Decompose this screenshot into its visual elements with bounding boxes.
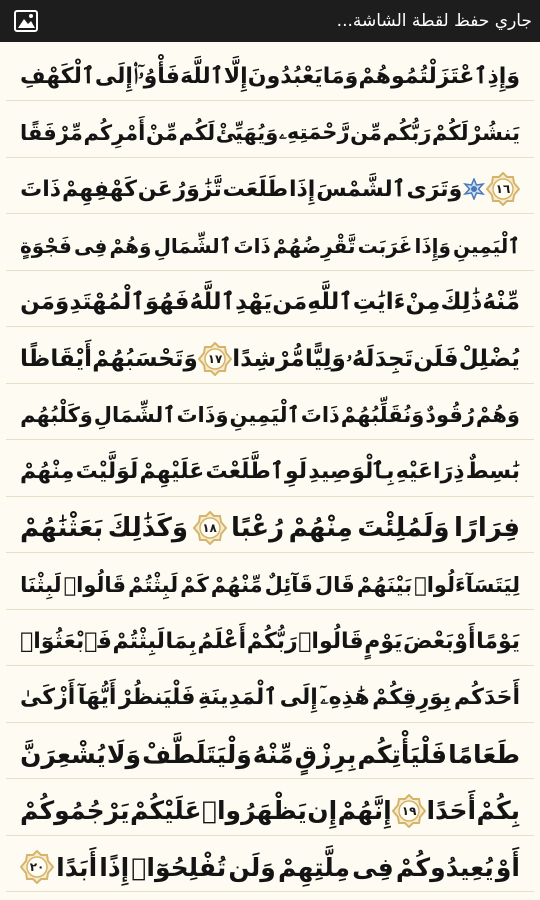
quran-word[interactable]: رَبُّكُم <box>382 120 432 145</box>
quran-word[interactable]: وَلَا <box>106 739 142 769</box>
quran-word[interactable]: وَهُمْ <box>109 233 152 258</box>
quran-word[interactable]: ذَاتَ <box>20 176 62 202</box>
quran-word[interactable]: بَعَثْنَٰهُمْ <box>20 513 104 543</box>
quran-line[interactable] <box>20 613 520 669</box>
quran-word[interactable]: بِٱلْوَصِيدِ <box>308 459 395 484</box>
quran-word[interactable]: مُّرْشِدًا <box>232 345 305 372</box>
quran-word[interactable]: رُقُودٌ <box>425 403 475 427</box>
quran-word[interactable]: يَنشُرْ <box>469 120 520 145</box>
quran-line[interactable] <box>20 331 520 387</box>
line-divider <box>6 157 534 158</box>
quran-word[interactable]: بَٰسِطٌ <box>465 459 520 484</box>
ayah-number: ١٩ <box>401 803 417 818</box>
quran-word[interactable]: فَهُوَ <box>144 289 190 315</box>
quran-word[interactable]: هَٰذِهِۦٓ <box>320 685 370 710</box>
quran-word[interactable]: يُعِيدُوكُمْ <box>395 852 494 882</box>
quran-word[interactable]: أَيْقَاظًا <box>20 345 93 372</box>
quran-word[interactable]: قَآئِلٌ <box>264 572 313 597</box>
ayah-number: ١٦ <box>495 182 511 196</box>
mushaf-page[interactable] <box>0 42 540 900</box>
quran-word[interactable]: رَبُّكُمْ <box>246 628 298 654</box>
quran-line[interactable] <box>20 105 520 161</box>
quran-word[interactable]: مِنْهُمْ <box>20 459 75 484</box>
line-divider <box>6 722 534 723</box>
status-bar <box>0 0 540 42</box>
quran-word[interactable]: وَتَرَى <box>406 176 463 202</box>
quran-word[interactable]: ذَاتَ <box>233 233 271 258</box>
quran-word[interactable]: أَيُّهَآ <box>77 685 117 710</box>
quran-word[interactable]: وَلَن <box>228 852 276 882</box>
quran-word[interactable]: فَلَن <box>413 345 459 372</box>
quran-word[interactable]: وَإِذِ <box>487 63 520 89</box>
ayah-number-marker[interactable] <box>198 342 232 376</box>
screenshot-icon <box>12 8 40 34</box>
quran-line[interactable] <box>20 274 520 330</box>
quran-line[interactable] <box>20 557 520 613</box>
quran-word[interactable]: عَلَيْهِمْ <box>139 459 205 484</box>
quran-word[interactable]: أَبَدًا <box>56 852 98 882</box>
quran-line[interactable] <box>20 387 520 443</box>
line-divider <box>6 100 534 101</box>
quran-word[interactable]: لَبِثْتُمْ <box>128 572 179 597</box>
quran-word[interactable]: ٱلْمَدِينَةِ <box>197 685 278 710</box>
quran-word[interactable]: وَلْيَتَلَطَّفْ <box>142 739 252 769</box>
quran-line[interactable] <box>20 218 520 274</box>
quran-word[interactable]: تَجِدَ <box>374 345 414 372</box>
quran-word[interactable]: فِى <box>73 233 108 258</box>
quran-word[interactable]: قَالُوا۟ <box>298 628 364 654</box>
quran-word[interactable]: ٱلْمُهْتَدِ <box>69 289 145 315</box>
line-divider <box>6 383 534 384</box>
quran-word[interactable]: أَزْكَىٰ <box>20 685 76 710</box>
quran-word[interactable]: تَّزَٰوَرُ <box>173 176 222 202</box>
quran-word[interactable]: قَالُوا۟ <box>63 572 127 597</box>
quran-word[interactable]: يَوْمٍ <box>364 628 403 654</box>
quran-word[interactable]: إِلَى <box>279 685 318 710</box>
quran-word[interactable]: وَمَن <box>20 289 70 315</box>
quran-word[interactable]: يَهْدِ <box>235 289 273 315</box>
quran-word[interactable]: مِنْ <box>405 289 441 315</box>
ayah-number-marker[interactable] <box>392 794 426 828</box>
quran-word[interactable]: مِّرْفَقًا <box>20 120 83 145</box>
quran-word[interactable]: كَهْفِهِمْ <box>61 176 137 202</box>
quran-word[interactable]: أَحَدًا <box>426 796 477 825</box>
quran-word[interactable]: بِرِزْقٍ <box>294 739 357 769</box>
quran-line[interactable] <box>20 161 520 217</box>
quran-word[interactable]: ذِرَاعَيْهِ <box>395 459 465 484</box>
quran-line[interactable] <box>20 726 520 782</box>
quran-word[interactable]: غَرَبَت <box>357 233 413 258</box>
quran-word[interactable]: إِذًا <box>99 852 130 882</box>
line-divider <box>6 213 534 214</box>
quran-word[interactable]: فِى <box>352 852 394 882</box>
quran-word[interactable]: يَوْمًا <box>476 628 520 654</box>
quran-line[interactable] <box>20 500 520 556</box>
quran-word[interactable]: لَكُم <box>178 120 216 145</box>
quran-word[interactable]: لَكُمْ <box>431 120 469 145</box>
quran-word[interactable]: ٱعْتَزَلْتُمُوهُمْ <box>358 63 488 89</box>
quran-word[interactable]: ٱللَّهَ <box>180 63 224 89</box>
quran-line[interactable] <box>20 839 520 895</box>
quran-word[interactable]: ٱلشِّمَالِ <box>93 403 176 427</box>
quran-word[interactable]: ٱللَّهُ <box>189 289 236 315</box>
quran-word[interactable]: وَمَا <box>322 63 359 89</box>
hizb-star-icon <box>463 178 485 200</box>
line-divider <box>6 665 534 666</box>
quran-word[interactable]: بِوَرِقِكُمْ <box>372 685 452 710</box>
quran-word[interactable]: رَّحْمَتِهِۦ <box>278 120 350 144</box>
quran-word[interactable]: يَظْهَرُوا۟ <box>201 796 307 825</box>
quran-word[interactable]: بَيْنَهُمْ <box>356 572 413 597</box>
quran-word[interactable]: ذَٰلِكَ <box>440 289 483 315</box>
quran-word[interactable]: لِيَتَسَآءَلُوا۟ <box>414 572 520 597</box>
line-divider <box>6 835 534 836</box>
ayah-number-marker[interactable] <box>486 172 520 206</box>
ayah-number: ١٧ <box>207 351 223 366</box>
line-divider <box>6 609 534 610</box>
quran-word[interactable]: مِّنْ <box>146 120 178 145</box>
line-divider <box>6 778 534 779</box>
quran-word[interactable]: لَبِثْتُمْ <box>112 628 165 654</box>
quran-word[interactable]: مِنْهُمْ <box>288 513 353 543</box>
quran-word[interactable]: وَتَحْسَبُهُمْ <box>92 345 198 372</box>
quran-word[interactable]: ءَايَٰتِ <box>352 289 406 315</box>
quran-word[interactable]: مِّنْهُمْ <box>210 572 263 597</box>
quran-word[interactable]: ٱلْكَهْفِ <box>20 63 95 89</box>
quran-word[interactable]: طَلَعَت <box>222 176 289 202</box>
quran-word[interactable]: مِلَّتِهِمْ <box>277 852 350 882</box>
quran-line[interactable] <box>20 670 520 726</box>
quran-word[interactable]: إِلَّا <box>223 63 248 89</box>
quran-word[interactable]: أَوْ <box>454 628 476 654</box>
quran-word[interactable]: فَجْوَةٍ <box>20 233 72 258</box>
quran-word[interactable]: فَٱبْعَثُوٓا۟ <box>20 628 112 654</box>
quran-word[interactable]: ٱلْيَمِينِ <box>229 403 300 427</box>
quran-word[interactable]: وَهُمْ <box>475 403 520 427</box>
quran-word[interactable]: إِلَى <box>94 63 133 89</box>
ayah-number: ٢٠ <box>29 860 45 874</box>
quran-line[interactable] <box>20 444 520 500</box>
quran-word[interactable]: أَعْلَمُ <box>197 628 247 654</box>
quran-word[interactable]: بِكُمْ <box>476 796 520 825</box>
quran-word[interactable]: فَلْيَأْتِكُم <box>357 739 448 769</box>
quran-word[interactable]: ٱلشِّمَالِ <box>153 233 232 258</box>
quran-word[interactable]: وَكَلْبُهُم <box>20 403 93 427</box>
quran-word[interactable]: وَلِيًّا <box>304 345 346 372</box>
line-divider <box>6 891 534 892</box>
quran-word[interactable]: إِذَا <box>288 176 316 202</box>
quran-word[interactable]: بَعْضَ <box>403 628 454 654</box>
quran-word[interactable]: فِرَارًا <box>454 513 520 543</box>
quran-word[interactable]: أَمْرِكُم <box>83 120 146 145</box>
quran-word[interactable]: إِنَّهُمْ <box>337 796 392 825</box>
quran-word[interactable]: كَمْ <box>180 572 209 597</box>
quran-word[interactable]: فَأْوُۥٓا۟ <box>133 63 180 89</box>
quran-word[interactable]: ٱلْيَمِينِ <box>453 233 520 258</box>
quran-word[interactable]: ذَاتَ <box>300 403 340 427</box>
ayah-number: ١٨ <box>202 521 217 535</box>
quran-word[interactable]: يُضْلِلْ <box>458 345 520 372</box>
quran-word[interactable]: لَوَلَّيْتَ <box>75 459 139 484</box>
ayah-number-marker[interactable] <box>193 511 227 545</box>
quran-word[interactable]: ٱلشَّمْسَ <box>316 176 406 202</box>
quran-word[interactable]: لَوِ <box>285 459 308 484</box>
quran-word[interactable]: طَعَامًا <box>448 739 520 769</box>
quran-word[interactable]: عَلَيْكُمْ <box>129 796 202 825</box>
quran-word[interactable]: ٱللَّهِ <box>307 289 353 315</box>
quran-word[interactable]: تُفْلِحُوٓا۟ <box>131 852 227 882</box>
line-divider <box>6 496 534 497</box>
status-text: جاري حفظ لقطة الشاشة... <box>336 11 532 31</box>
quran-word[interactable]: مِّن <box>350 120 383 145</box>
line-divider <box>6 552 534 553</box>
quran-word[interactable]: يُشْعِرَنَّ <box>20 739 106 769</box>
quran-word[interactable]: لَبِثْنَا <box>20 572 62 597</box>
quran-word[interactable]: مِّنْهُ <box>252 739 294 769</box>
quran-word[interactable]: يَرْجُمُوكُمْ <box>20 796 130 825</box>
quran-word[interactable]: أَحَدَكُم <box>453 685 520 710</box>
quran-word[interactable]: أَوْ <box>495 852 520 882</box>
quran-word[interactable]: رُعْبًا <box>231 513 285 543</box>
line-divider <box>6 326 534 327</box>
quran-line[interactable] <box>20 48 520 104</box>
quran-word[interactable]: وَذَاتَ <box>176 403 229 427</box>
quran-word[interactable]: تَّقْرِضُهُمْ <box>272 233 356 258</box>
quran-word[interactable]: لَهُۥ <box>346 345 375 372</box>
line-divider <box>6 439 534 440</box>
quran-word[interactable]: فَلْيَنظُرْ <box>118 685 196 710</box>
quran-word[interactable]: وَنُقَلِّبُهُمْ <box>340 403 425 427</box>
quran-word[interactable]: مِّنْهُ <box>482 289 520 315</box>
quran-word[interactable]: بِمَا <box>165 628 197 654</box>
line-divider <box>6 270 534 271</box>
quran-word[interactable]: قَالَ <box>314 572 355 597</box>
quran-word[interactable]: ٱطَّلَعْتَ <box>205 459 284 484</box>
quran-word[interactable]: عَن <box>137 176 173 202</box>
ayah-number-marker[interactable] <box>20 850 54 884</box>
quran-line[interactable] <box>20 783 520 839</box>
quran-word[interactable]: مَن <box>272 289 308 315</box>
quran-word[interactable]: وَلَمُلِئْتَ <box>357 513 450 543</box>
quran-word[interactable]: يَعْبُدُونَ <box>247 63 323 89</box>
quran-word[interactable]: وَإِذَا <box>414 233 451 258</box>
quran-word[interactable]: وَكَذَٰلِكَ <box>107 513 189 543</box>
quran-word[interactable]: إِن <box>307 796 338 825</box>
quran-word[interactable]: وَيُهَيِّئْ <box>215 120 279 145</box>
